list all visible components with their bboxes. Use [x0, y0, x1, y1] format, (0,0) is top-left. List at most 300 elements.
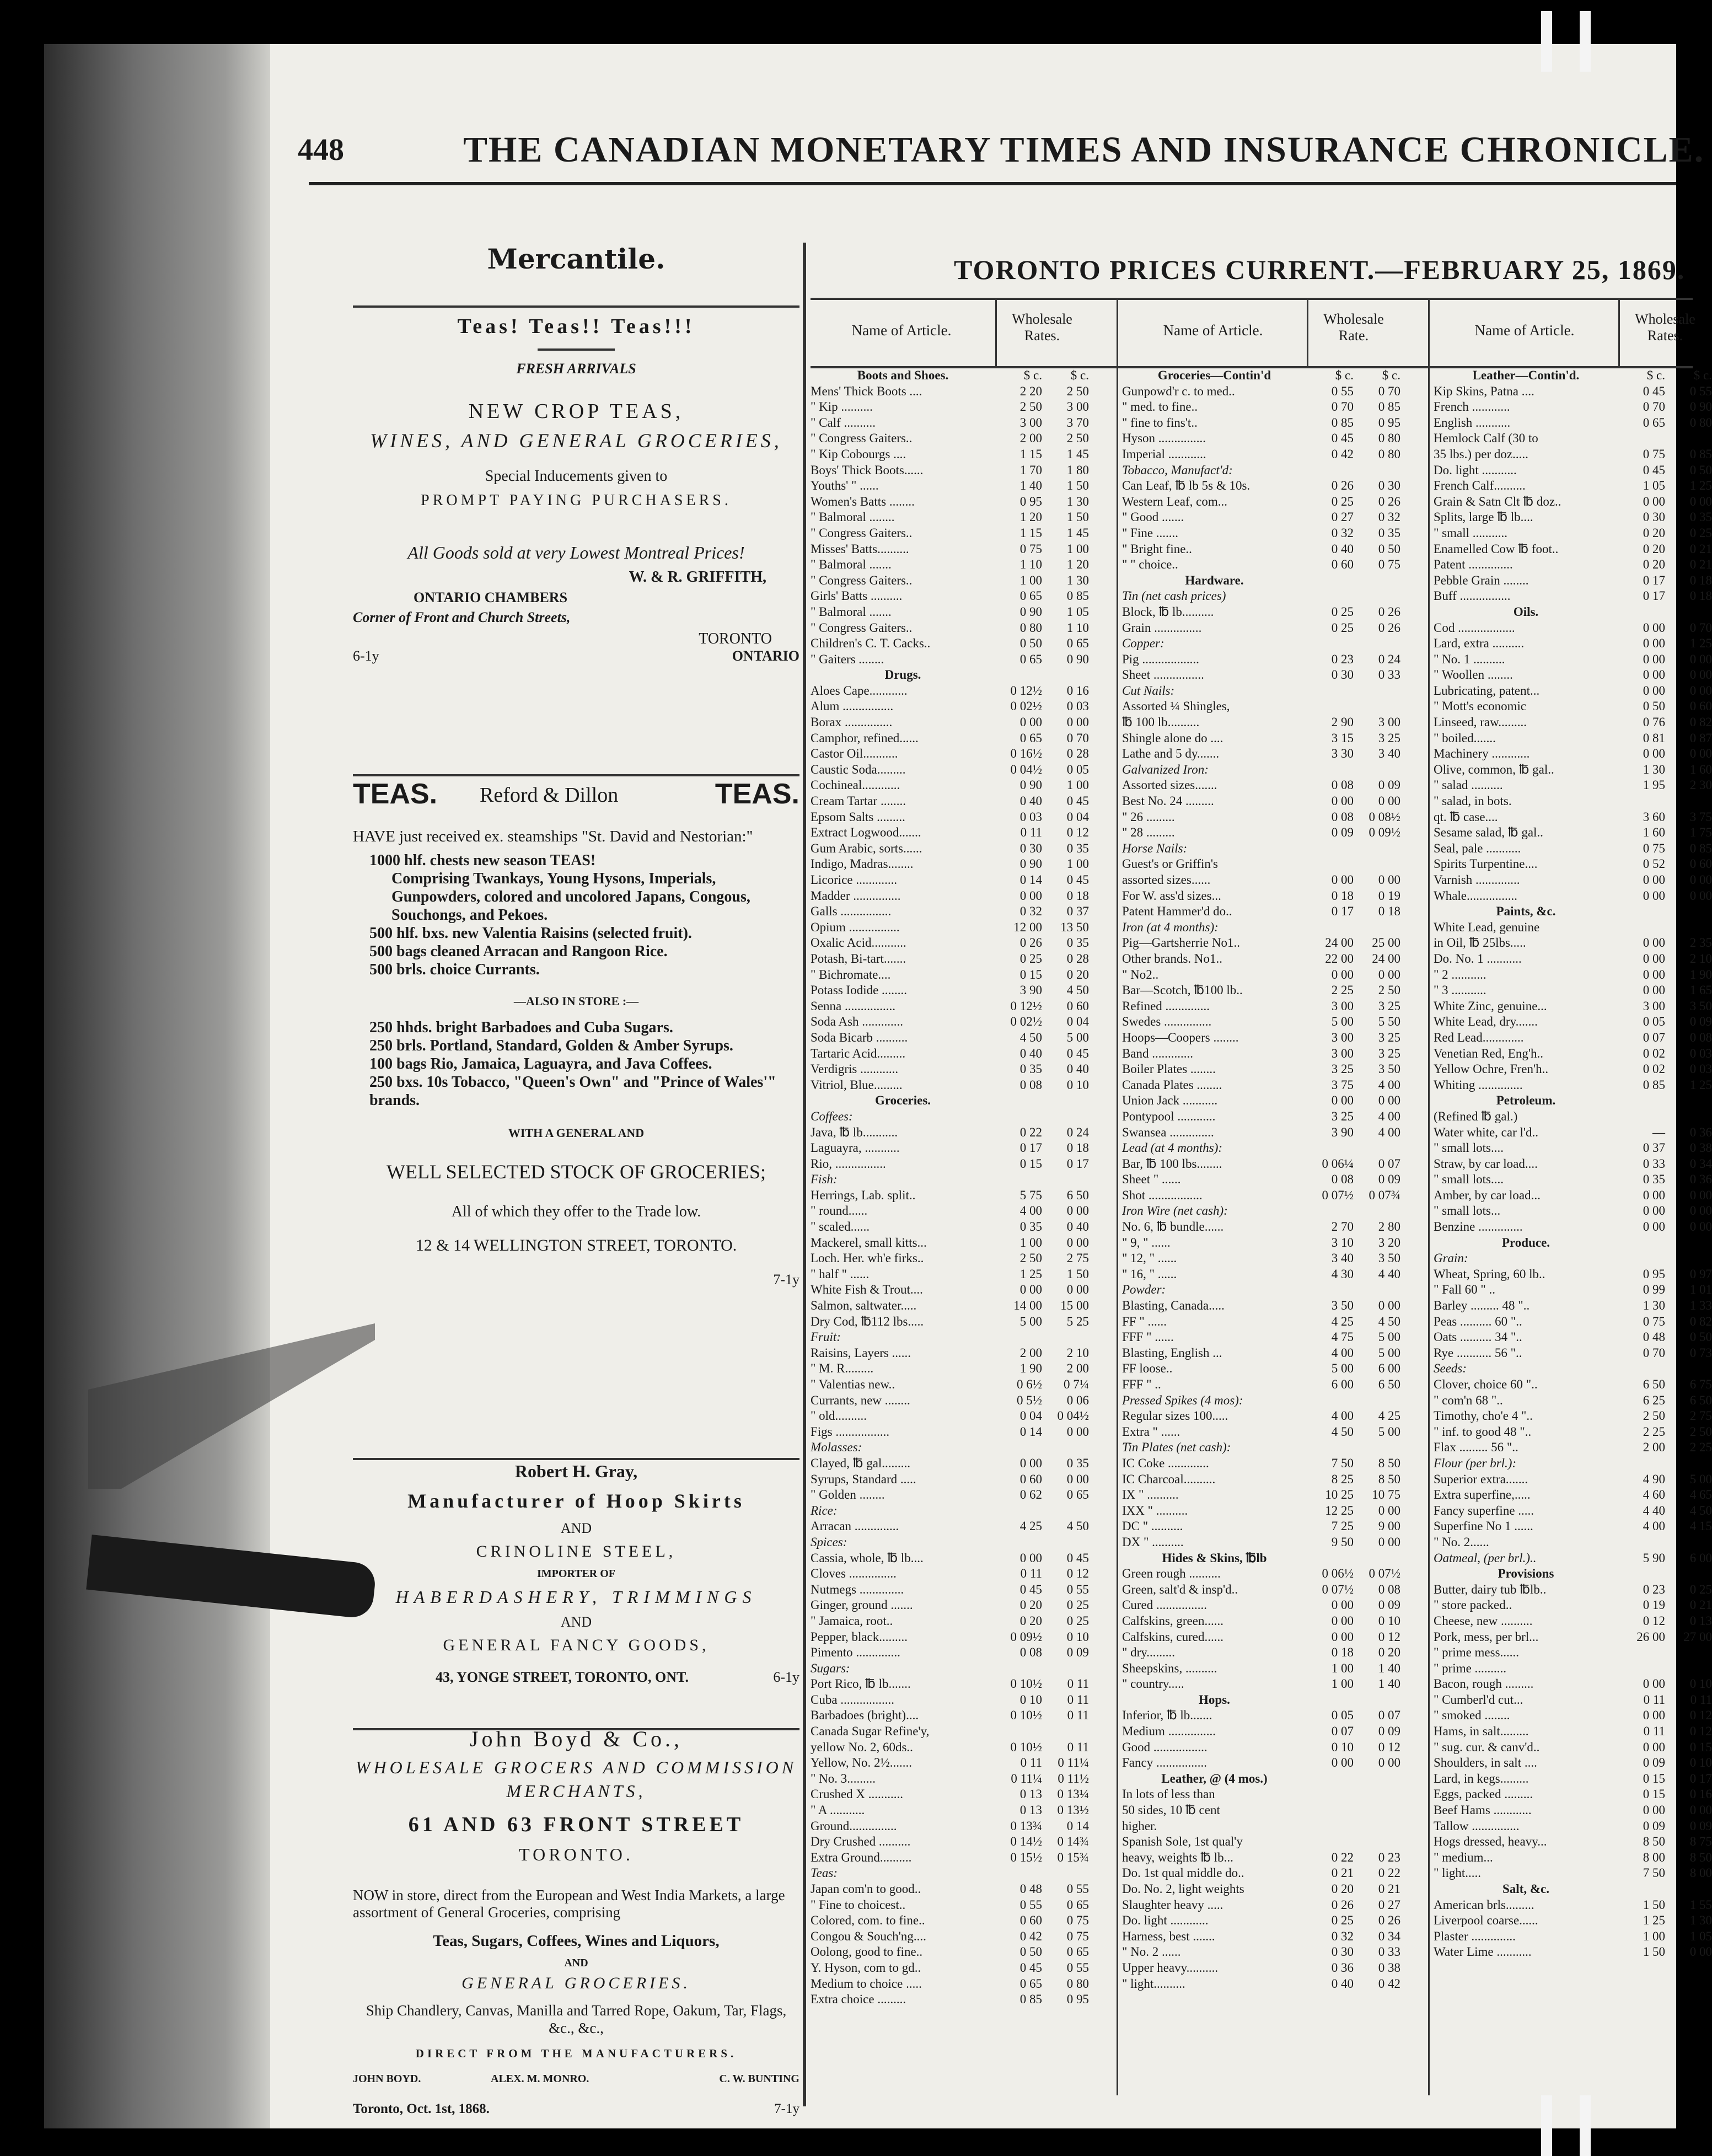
rate-low: 6 50 [1643, 1377, 1665, 1391]
article-name: Verdigris ............ [811, 1062, 899, 1076]
list-item: Comprising Twankays, Young Hysons, Imperials, Gunpowders, colored and uncolored Japans, Congous, Souchongs, and Pekoes. [391, 870, 750, 924]
article-name: Crushed X ........... [811, 1787, 904, 1801]
price-row [1434, 510, 1712, 526]
price-row [1434, 1866, 1712, 1882]
price-row [811, 968, 1128, 984]
rate-low: 3 40 [1331, 1251, 1354, 1265]
price-column-3 [1434, 298, 1712, 2095]
rate-low: 2 50 [1019, 400, 1042, 414]
price-row [1434, 873, 1712, 889]
rate-high: 2 00 [1066, 1361, 1089, 1376]
price-row [811, 495, 1128, 511]
ad-address: 12 & 14 WELLINGTON STREET, TORONTO. [415, 1236, 737, 1254]
article-name: Galvanized Iron: [1122, 762, 1209, 776]
article-name: Blasting, Canada..... [1122, 1299, 1225, 1313]
rate-high: 0 20 [1378, 1645, 1400, 1660]
rate-low: 0 10 [1019, 1692, 1042, 1707]
rate-high: 4 15 [1689, 1519, 1712, 1533]
article-name: Hides & Skins, ℔lb [1162, 1551, 1267, 1565]
rate-low: 0 04½ [1010, 762, 1042, 776]
article-name: Oats .......... 34 ".. [1434, 1330, 1522, 1344]
rate-high: 0 26 [1378, 620, 1400, 635]
article-name: " old.......... [811, 1409, 867, 1423]
rate-high: 0 07½ [1368, 1567, 1400, 1581]
rate-low: 0 65 [1643, 415, 1665, 430]
price-rows [1434, 368, 1712, 1961]
ad-importer: IMPORTER OF [536, 1568, 616, 1580]
rate-low: 0 23 [1643, 1582, 1665, 1596]
article-name: " small lots.... [1434, 1141, 1504, 1155]
binder-mark [1580, 11, 1591, 72]
article-name: Superfine No 1 ...... [1434, 1519, 1533, 1533]
article-name: " M. R......... [811, 1361, 874, 1376]
price-row [811, 1898, 1128, 1914]
price-row [1434, 794, 1693, 810]
divider [353, 774, 799, 776]
article-name: Buff ................ [1434, 589, 1511, 603]
price-row [811, 920, 1128, 936]
rate-low: 4 00 [1643, 1519, 1665, 1533]
rate-high: 0 45 [1066, 873, 1089, 887]
price-row [811, 400, 1128, 416]
rate-low: 0 60 [1331, 557, 1354, 572]
rate-low: 14 00 [1013, 1299, 1042, 1313]
price-subheading [1122, 920, 1439, 936]
article-name: yellow No. 2, 60ds.. [811, 1740, 913, 1754]
rate-low: 0 08 [1331, 809, 1354, 824]
price-row [811, 573, 1128, 589]
rate-low: 1 30 [1643, 762, 1665, 776]
price-section-heading [811, 668, 1128, 684]
ad-with: WITH A GENERAL AND [508, 1126, 645, 1140]
price-subheading [811, 1504, 1128, 1520]
price-subheading [1122, 636, 1439, 652]
rate-high: 2 50 [1378, 983, 1400, 997]
rate-low: 1 00 [1019, 573, 1042, 587]
article-name: " Valentias new.. [811, 1377, 895, 1391]
price-row [1434, 384, 1712, 400]
price-row [1122, 1866, 1439, 1882]
rate-low: 0 02½ [1010, 699, 1042, 714]
rate-low: 0 48 [1643, 1330, 1665, 1344]
article-name: Port Rico, ℔ lb....... [811, 1677, 911, 1691]
rate-low: 7 50 [1643, 1866, 1665, 1880]
price-row [1122, 400, 1439, 416]
rate-high: 0 28 [1066, 951, 1089, 966]
rate-low: 2 50 [1019, 1251, 1042, 1265]
rate-high: 24 00 [1372, 951, 1400, 966]
article-name: Children's C. T. Cacks.. [811, 636, 931, 651]
article-name: Groceries—Contin'd [1157, 368, 1271, 382]
price-row [811, 731, 1128, 747]
rate-high: 0 80 [1378, 447, 1400, 461]
price-row [1434, 1109, 1693, 1125]
article-name: Lubricating, patent... [1434, 683, 1540, 698]
article-name: Epsom Salts ......... [811, 809, 905, 824]
rate-high: 0 07 [1378, 1708, 1400, 1723]
rate-low: 0 45 [1643, 463, 1665, 477]
list-item: 250 bxs. 10s Tobacco, "Queen's Own" and "Prince of Wales'" brands. [369, 1074, 776, 1109]
rate-high: 0 87 [1689, 731, 1712, 745]
price-row [1122, 1630, 1439, 1646]
rate-high: 0 38 [1378, 1960, 1400, 1975]
rate-high: 0 24 [1066, 1125, 1089, 1139]
article-name: Seeds: [1434, 1361, 1467, 1376]
rate-low: 0 35 [1643, 1172, 1665, 1187]
rate-low: 3 00 [1019, 415, 1042, 430]
rate-low: 2 90 [1331, 715, 1354, 730]
page-title: THE CANADIAN MONETARY TIMES AND INSURANCE CHRONICLE. [463, 130, 1705, 170]
article-name: Mackerel, small kitts... [811, 1235, 927, 1249]
rate-high: $ c. [1382, 368, 1400, 382]
rate-low: 5 75 [1019, 1188, 1042, 1202]
price-row [811, 1361, 1128, 1377]
rate-low: 1 95 [1643, 778, 1665, 792]
price-row [811, 1125, 1128, 1141]
article-name: Pebble Grain ........ [1434, 573, 1529, 587]
price-subheading [1434, 1251, 1693, 1267]
rate-high: 0 26 [1378, 494, 1400, 508]
rate-high: 8 50 [1378, 1472, 1400, 1486]
rate-low: 0 20 [1643, 525, 1665, 540]
price-row [811, 1425, 1128, 1441]
rate-low: 0 26 [1331, 479, 1354, 493]
article-name: Youths' " ...... [811, 479, 879, 493]
article-name: Water white, car l'd.. [1434, 1125, 1539, 1139]
rate-low: 0 22 [1331, 1850, 1354, 1864]
rate-low: 0 13¾ [1010, 1819, 1042, 1833]
rate-high: 0 00 [1378, 873, 1400, 887]
price-row [1122, 1031, 1439, 1047]
rate-low: 1 30 [1643, 1299, 1665, 1313]
mercantile-heading [353, 243, 799, 275]
price-row [811, 1283, 1128, 1299]
article-name: Tin (net cash prices) [1122, 589, 1226, 603]
article-name: Good ................. [1122, 1740, 1207, 1754]
price-row [1122, 1157, 1439, 1173]
article-name: in Oil, ℔ 25lbs..... [1434, 936, 1526, 950]
rate-high: 0 17 [1689, 1771, 1712, 1785]
price-row [1434, 1188, 1712, 1204]
price-row [811, 384, 1128, 400]
article-name: Hams, in salt......... [1434, 1724, 1529, 1739]
prices-title: TORONTO PRICES CURRENT.—FEBRUARY 25, 1869. [954, 254, 1686, 285]
article-name: Boots and Shoes. [857, 368, 949, 382]
rate-high: 0 00 [1689, 494, 1712, 508]
price-row [811, 1630, 1128, 1646]
price-row [811, 825, 1128, 841]
article-name: Slaughter heavy ..... [1122, 1897, 1223, 1912]
rate-high: 6 50 [1066, 1188, 1089, 1202]
rate-low: 0 20 [1643, 557, 1665, 572]
column-header [1122, 298, 1439, 368]
price-row [1434, 1708, 1712, 1724]
price-row [1122, 1945, 1439, 1961]
rate-low: 0 18 [1331, 888, 1354, 903]
article-name: Fruit: [811, 1330, 841, 1344]
rate-high: 0 21 [1378, 1882, 1400, 1896]
rate-high: 0 03 [1689, 1046, 1712, 1060]
rate-low: 0 48 [1019, 1882, 1042, 1896]
article-name: Yellow, No. 2½....... [811, 1756, 913, 1770]
rate-low: 4 90 [1643, 1472, 1665, 1486]
article-name: DX " .......... [1122, 1535, 1184, 1549]
price-row [1122, 1251, 1439, 1267]
rate-high: 0 60 [1689, 857, 1712, 871]
article-name: Do. 1st qual middle do.. [1122, 1866, 1244, 1880]
rate-high: 3 50 [1378, 1251, 1400, 1265]
rate-high: 0 85 [1066, 589, 1089, 603]
article-name: Hardware. [1185, 573, 1244, 587]
ad-reford-dillon [353, 777, 799, 1302]
rate-high: 0 00 [1378, 967, 1400, 982]
rate-low: 0 40 [1331, 1976, 1354, 1991]
rate-high: 0 42 [1378, 1976, 1400, 1991]
article-name: Provisions [1498, 1567, 1554, 1581]
price-row [1122, 1583, 1439, 1599]
price-row [1122, 1188, 1439, 1204]
article-name: Enamelled Cow ℔ foot.. [1434, 541, 1559, 556]
rate-high: 0 95 [1066, 1992, 1089, 2007]
article-name: Seal, pale ........... [1434, 841, 1521, 855]
price-section-heading [811, 1093, 1128, 1109]
article-name: Union Jack ........... [1122, 1093, 1218, 1108]
article-name: Green, salt'd & insp'd.. [1122, 1582, 1238, 1596]
rate-high: 0 60 [1066, 999, 1089, 1013]
rate-low: 0 00 [1019, 1456, 1042, 1470]
rate-low: 0 08 [1331, 1172, 1354, 1187]
rate-low: 1 05 [1643, 479, 1665, 493]
price-section-heading [1434, 1093, 1693, 1109]
price-row [811, 873, 1128, 889]
price-row [1434, 1850, 1712, 1867]
article-name: Hoops—Coopers ........ [1122, 1030, 1239, 1044]
article-name: " Balmoral ....... [811, 604, 892, 619]
header-rate: Wholesale Rate. [1323, 311, 1384, 344]
article-name: " dry......... [1122, 1645, 1176, 1660]
rate-low: 3 00 [1331, 999, 1354, 1013]
article-name: ℔ 100 lb.......... [1122, 715, 1200, 730]
rate-low: 0 07½ [1322, 1582, 1354, 1596]
price-row [811, 1913, 1128, 1929]
price-row [1434, 1015, 1712, 1031]
price-row [1122, 1724, 1439, 1740]
rate-high: 0 13¼ [1057, 1787, 1089, 1801]
ad-and: AND [564, 1957, 588, 1969]
price-row [1434, 762, 1712, 779]
price-row [811, 857, 1128, 873]
price-row [1434, 983, 1712, 999]
rate-low: 0 15 [1643, 1787, 1665, 1801]
rate-low: 0 30 [1643, 510, 1665, 524]
price-row [1434, 1835, 1712, 1851]
article-name: Teas: [811, 1866, 838, 1880]
rate-high: 0 21 [1689, 1598, 1712, 1612]
rate-low: 22 00 [1325, 951, 1354, 966]
rate-low: 0 00 [1643, 936, 1665, 950]
rate-low: 0 50 [1019, 1945, 1042, 1959]
rate-high: 4 50 [1066, 983, 1089, 997]
price-row [811, 1047, 1128, 1063]
article-name: FFF " ...... [1122, 1330, 1174, 1344]
rate-high: 0 14¾ [1057, 1835, 1089, 1849]
rate-high: 5 00 [1378, 1330, 1400, 1344]
rate-low: 0 00 [1331, 873, 1354, 887]
price-section-heading [1122, 1693, 1439, 1709]
article-name: " prime mess...... [1434, 1645, 1520, 1660]
article-name: Whiting .............. [1434, 1077, 1523, 1092]
ad-line: HABERDASHERY, TRIMMINGS [395, 1587, 757, 1607]
price-row [811, 1078, 1128, 1094]
price-row [1122, 1047, 1439, 1063]
price-row [1434, 1330, 1712, 1346]
price-row [811, 1519, 1128, 1535]
rate-low: 0 17 [1019, 1141, 1042, 1155]
article-name: Tobacco, Manufact'd: [1122, 463, 1233, 477]
price-row [811, 479, 1128, 495]
price-subheading [811, 1330, 1128, 1346]
rate-high: 0 18 [1378, 904, 1400, 919]
price-row [811, 1062, 1128, 1078]
article-name: Calfskins, green...... [1122, 1613, 1223, 1628]
article-name: " Balmoral ........ [811, 510, 895, 524]
price-row [1122, 1677, 1439, 1693]
article-name: Molasses: [811, 1440, 862, 1455]
price-row [1122, 747, 1439, 763]
ad-name: Robert H. Gray, [514, 1461, 638, 1481]
rate-low: 0 62 [1019, 1488, 1042, 1502]
price-section-heading [1434, 1236, 1693, 1252]
price-row [811, 621, 1128, 637]
rate-high: 0 80 [1378, 431, 1400, 446]
article-name: Lard, extra .......... [1434, 636, 1525, 651]
rate-high: 0 12 [1066, 825, 1089, 840]
article-name: Whale................ [1434, 888, 1518, 903]
rate-low: 0 20 [1331, 1882, 1354, 1896]
price-row [811, 431, 1128, 447]
rate-high: 4 50 [1066, 1519, 1089, 1533]
article-name: Do. light ............ [1122, 1913, 1209, 1928]
rate-low: 3 00 [1331, 1046, 1354, 1060]
price-row [811, 463, 1128, 479]
price-row [811, 1551, 1128, 1567]
price-row [1434, 1771, 1712, 1788]
rate-low: 24 00 [1325, 936, 1354, 950]
ad-name: John Boyd & Co., [469, 1726, 683, 1751]
article-name: Extra " ...... [1122, 1424, 1180, 1439]
price-subheading [811, 1866, 1128, 1882]
price-row [811, 936, 1128, 952]
article-name: Varnish .............. [1434, 873, 1520, 887]
rate-high: 0 16 [1689, 1787, 1712, 1801]
rate-high: 4 00 [1378, 1125, 1400, 1139]
rate-low: 0 32 [1331, 1929, 1354, 1943]
rate-low: 0 00 [1331, 967, 1354, 982]
article-name: Water Lime ........... [1434, 1945, 1532, 1959]
rate-low: 0 5½ [1017, 1393, 1042, 1407]
price-row [1122, 873, 1439, 889]
rate-high: 4 50 [1689, 1503, 1712, 1517]
price-row [811, 983, 1128, 999]
price-row [811, 1708, 1128, 1724]
header-name: Name of Article. [1163, 322, 1263, 339]
rate-low: 0 99 [1643, 1283, 1665, 1297]
article-name: " country..... [1122, 1677, 1184, 1691]
rate-high: 3 75 [1689, 809, 1712, 824]
rate-low: 0 19 [1643, 1598, 1665, 1612]
article-name: Sugars: [811, 1661, 850, 1675]
rate-high: 0 00 [1066, 1204, 1089, 1218]
article-name: Sheepskins, .......... [1122, 1661, 1217, 1675]
rate-high: 0 00 [1066, 1472, 1089, 1486]
rate-high: 1 30 [1066, 573, 1089, 587]
rate-low: 0 12½ [1010, 999, 1042, 1013]
rate-high: 5 00 [1378, 1345, 1400, 1360]
article-name: Oatmeal, (per brl.).. [1434, 1551, 1537, 1565]
rate-high: 0 07¾ [1368, 1188, 1400, 1202]
article-name: Oxalic Acid........... [811, 936, 906, 950]
rate-high: 0 11 [1690, 1692, 1712, 1707]
article-name: Patent Hammer'd do.. [1122, 904, 1232, 919]
article-name: Y. Hyson, com to gd.. [811, 1960, 921, 1975]
rate-high: 0 90 [1689, 400, 1712, 414]
rate-low: 3 75 [1331, 1077, 1354, 1092]
article-name: Clover, choice 60 ".. [1434, 1377, 1538, 1391]
article-name: " A ........... [811, 1803, 865, 1817]
header-rate: Wholesale Rates. [1012, 311, 1072, 344]
rate-low: 0 22 [1019, 1125, 1042, 1139]
article-name: assorted sizes...... [1122, 873, 1211, 887]
rate-high: 0 09 [1378, 778, 1400, 792]
article-name: Clayed, ℔ gal......... [811, 1456, 911, 1470]
price-row [1122, 904, 1439, 920]
rate-high: 2 50 [1066, 384, 1089, 398]
rate-low: 5 00 [1331, 1361, 1354, 1376]
page-header [298, 121, 1705, 187]
price-subheading [1434, 1551, 1712, 1567]
ad-intro: HAVE just received ex. steamships "St. David and Nestorian:" [353, 828, 753, 845]
price-row [811, 416, 1128, 432]
price-row [1122, 1409, 1439, 1425]
rate-low: 0 13 [1019, 1803, 1042, 1817]
price-subheading [1122, 463, 1439, 479]
rate-high: 0 25 [1066, 1598, 1089, 1612]
rate-high: 0 35 [1066, 841, 1089, 855]
article-name: Loch. Her. wh'e firks.. [811, 1251, 924, 1265]
price-row [811, 1567, 1128, 1583]
rate-high: 0 11 [1067, 1677, 1089, 1691]
rate-high: 1 45 [1066, 447, 1089, 461]
rate-high: 0 00 [1378, 1093, 1400, 1108]
article-name: " Kip Cobourgs .... [811, 447, 906, 461]
article-name: White Lead, genuine [1434, 920, 1540, 934]
article-name: Aloes Cape............ [811, 683, 908, 698]
price-row [1122, 1661, 1439, 1677]
rate-low: 0 17 [1643, 573, 1665, 587]
rate-high: 1 30 [1689, 1913, 1712, 1928]
rate-low: 0 65 [1019, 1976, 1042, 1991]
article-name: Butter, dairy tub ℔lb.. [1434, 1582, 1547, 1596]
rate-high: 0 36 [1689, 1172, 1712, 1187]
ad-province: ONTARIO [732, 648, 799, 664]
rate-low: 0 00 [1331, 1613, 1354, 1628]
rate-high: 0 60 [1689, 699, 1712, 714]
article-name: Groceries. [874, 1093, 931, 1108]
price-section-heading [1434, 904, 1693, 920]
rate-low: 1 00 [1643, 1929, 1665, 1943]
article-name: White Lead, dry....... [1434, 1015, 1538, 1029]
rate-high: 5 50 [1378, 1015, 1400, 1029]
